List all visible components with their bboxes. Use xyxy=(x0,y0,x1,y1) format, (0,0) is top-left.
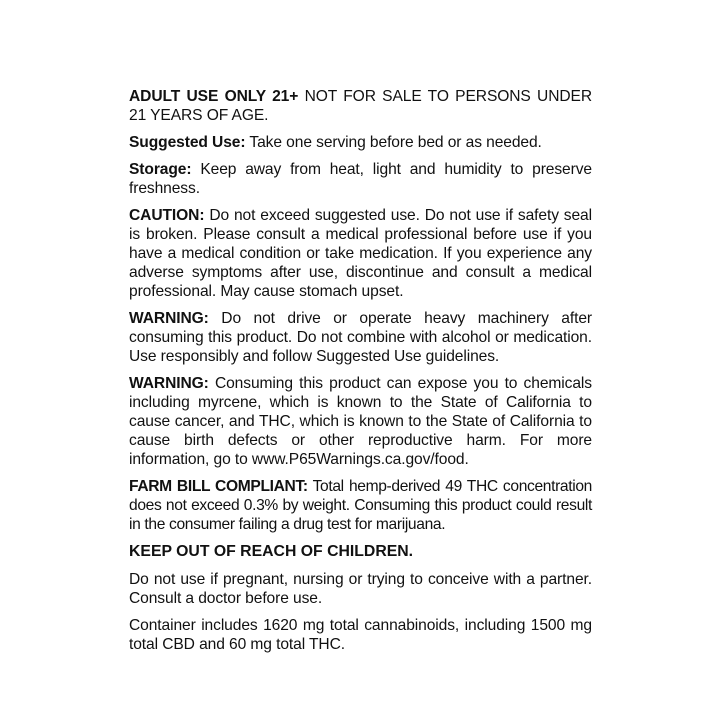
caution xyxy=(129,206,592,301)
storage xyxy=(129,160,592,198)
suggested-use-text: Take one serving before bed or as needed. xyxy=(245,134,542,151)
warning-driving xyxy=(129,309,592,366)
farm-bill-text: Total hemp-derived 49 THC concentration does not exceed 0.3% by weight. Consuming this product could result in the consumer failing a drug test for marijuana. xyxy=(129,478,592,533)
warning-driving-text: Do not drive or operate heavy machinery after consuming this product. Do not combine with alcohol or medication. Use responsibly and follow Suggested Use guidelines. xyxy=(129,310,592,365)
age-notice xyxy=(129,87,592,125)
storage-text: Keep away from heat, light and humidity to preserve freshness. xyxy=(129,161,592,197)
caution-text: Do not exceed suggested use. Do not use if safety seal is broken. Please consult a medical professional before use if you have a medical condition or take medication. If you experience any adverse symptoms after use, discontinue and consult a medical professional. May cause stomach upset. xyxy=(129,207,592,300)
age-notice-lead: ADULT USE ONLY 21+ xyxy=(129,88,299,105)
storage-lead: Storage: xyxy=(129,161,192,178)
children-warning: KEEP OUT OF REACH OF CHILDREN. xyxy=(129,543,414,560)
warning-prop65 xyxy=(129,374,592,469)
label-text-panel xyxy=(129,87,592,662)
warning-prop65-text: Consuming this product can expose you to chemicals including myrcene, which is known to the State of California to cause cancer, and THC, which is known to the State of California to cause birth defects or other reproductive harm. For more information, go to www.P65Warnings.ca.gov/food. xyxy=(129,375,592,468)
age-notice-text: NOT FOR SALE TO PERSONS UNDER 21 YEARS OF AGE. xyxy=(129,88,592,124)
suggested-use xyxy=(129,133,592,152)
farm-bill xyxy=(129,477,592,534)
farm-bill-lead: FARM BILL COMPLIANT: xyxy=(129,478,308,495)
suggested-use-lead: Suggested Use: xyxy=(129,134,246,151)
warning-driving-lead: WARNING: xyxy=(129,310,209,327)
warning-prop65-lead: WARNING: xyxy=(129,375,209,392)
pregnancy-notice: Do not use if pregnant, nursing or trying to conceive with a partner. Consult a doctor before use. xyxy=(129,571,592,607)
caution-lead: CAUTION: xyxy=(129,207,205,224)
container-contents: Container includes 1620 mg total cannabinoids, including 1500 mg total CBD and 60 mg total THC. xyxy=(129,617,592,653)
